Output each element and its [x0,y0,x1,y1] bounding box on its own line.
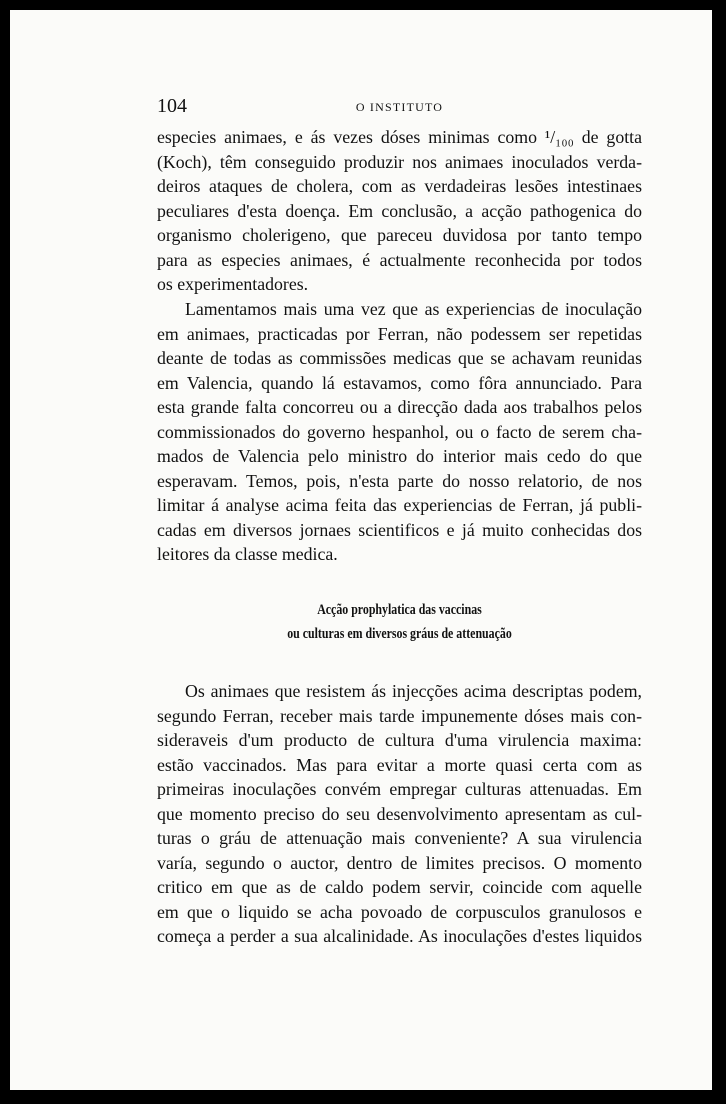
text-line: mados de Valencia pelo ministro do interior mais cedo do que [157,446,642,467]
section-heading-line-1: Acção prophylatica das vaccinas [317,602,482,618]
text-line: esta grande falta concorreu ou a direcção dada aos trabalhos pelos [157,397,642,418]
text-line: varía, segundo o auctor, dentro de limites precisos. O momento [157,852,642,873]
text-line: especies animaes, e ás vezes dóses minimas como ¹/₁₀₀ de gotta [157,127,642,147]
text-line: Lamentamos mais uma vez que as experiencias de inoculação [185,299,642,319]
text-line: em Valencia, quando lá estavamos, como fôra annunciado. Para [157,372,642,393]
text-line: critico em que as de caldo podem servir, coincide com aquelle [157,877,642,898]
text-line: para as especies animaes, é actualmente reconhecida por todos [157,249,642,270]
text-line: commissionados do governo hespanhol, ou o facto de serem cha- [157,421,642,442]
paragraph-2 [157,297,642,567]
text-line: estão vaccinados. Mas para evitar a morte quasi certa com as [157,754,642,775]
paragraph-1 [157,125,642,297]
text-line: primeiras inoculações convém empregar culturas attenuadas. Em [157,779,642,800]
paragraph-3 [157,679,642,949]
text-line: deiros ataques de cholera, com as verdadeiras lesões intestinaes [157,176,642,197]
text-line: que momento preciso do seu desenvolvimento apresentam as cul- [157,803,642,824]
text-line: (Koch), têm conseguido produzir nos animaes inoculados verda- [157,151,642,172]
running-head: O INSTITUTO [355,100,444,114]
text-line: cadas em diversos jornaes scientificos e já muito conhecidas dos [157,519,642,540]
text-line: limitar á analyse acima feita das experiencias de Ferran, já publi- [157,495,642,516]
text-line: segundo Ferran, receber mais tarde impunemente dóses mais con- [157,705,642,726]
text-line: os experimentadores. [157,274,309,295]
page-number: 104 [157,95,187,117]
text-line: deante de todas as commissões medicas que se achavam reunidas [157,348,642,369]
text-line: começa a perder a sua alcalinidade. As inoculações d'estes liquidos [157,926,642,947]
text-line: peculiares d'esta doença. Em conclusão, a acção pathogenica do [157,200,642,221]
text-line: em que o liquido se acha povoado de corpusculos granulosos e [157,901,642,922]
text-line: leitores da classe medica. [157,544,338,565]
section-heading-line-2: ou culturas em diversos gráus de attenuação [287,626,512,642]
page-header [157,95,642,121]
text-line: sideraveis d'um producto de cultura d'uma virulencia maxima: [157,730,642,751]
text-line: Os animaes que resistem ás injecções acima descriptas podem, [185,681,642,701]
text-line: organismo cholerigeno, que pareceu duvidosa por tanto tempo [157,225,642,246]
text-line: em animaes, practicadas por Ferran, não podessem ser repetidas [157,323,642,344]
text-line: esperavam. Temos, pois, n'esta parte do nosso relatorio, de nos [157,470,642,491]
text-line: turas o gráu de attenuação mais conveniente? A sua virulencia [157,828,642,849]
book-page [10,10,712,1090]
